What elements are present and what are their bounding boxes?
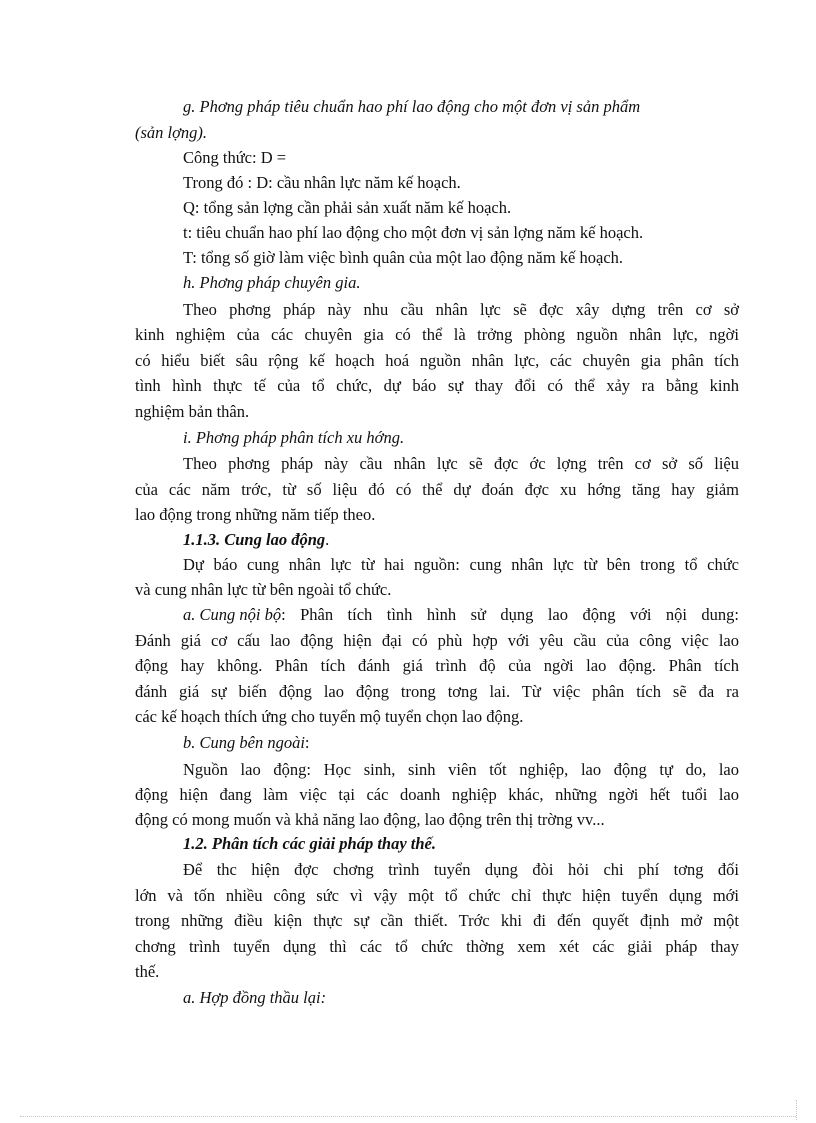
paragraph-line: đánh giá sự biến động lao động trong tơng lai. Từ việc phân tích sẽ đa ra	[135, 682, 739, 701]
paragraph-line: Để thc hiện đợc chơng trình tuyển dụng đòi hỏi chi phí tơng đối	[183, 860, 739, 879]
heading-g: g. Phơng pháp tiêu chuẩn hao phí lao động cho một đơn vị sản phẩm	[183, 97, 641, 116]
paragraph-line: động có mong muốn và khả năng lao động, lao động trên thị trờng vv...	[135, 810, 605, 829]
paragraph-line: nghiệm bản thân.	[135, 402, 250, 421]
paragraph-line: kinh nghiệm của các chuyên gia có thể là trởng phòng nguồn nhân lực, ngời	[135, 325, 739, 344]
paragraph-line: tình hình thực tế của tổ chức, dự báo sự thay đổi có thể xảy ra bằng kinh	[135, 376, 739, 395]
paragraph-line: động hay không. Phân tích đánh giá trình độ của ngời lao động. Phân tích	[135, 656, 739, 675]
paragraph-line: chơng trình tuyển dụng thì các tổ chức thờng xem xét các giải pháp thay	[135, 937, 739, 956]
paragraph-line: lớn và tốn nhiều công sức vì vậy một tổ chức chỉ thực hiện tuyển dụng mới	[135, 886, 739, 905]
paragraph-line: thế.	[135, 962, 160, 981]
definition-T: T: tổng số giờ làm việc bình quân của một lao động năm kế hoạch.	[183, 248, 624, 267]
paragraph-line: lao động trong những năm tiếp theo.	[135, 505, 376, 524]
footer-dotted-tick	[796, 1100, 797, 1120]
definition-d: Trong đó : D: cầu nhân lực năm kế hoạch.	[183, 173, 461, 192]
paragraph-line: Dự báo cung nhân lực từ hai nguồn: cung nhân lực từ bên trong tổ chức	[183, 555, 739, 574]
formula-line: Công thức: D =	[183, 148, 287, 167]
paragraph-line: trong những điều kiện thực sự cần thiết. Trớc khi đi đến quyết định mở một	[135, 911, 739, 930]
subsection-b-cung-ben-ngoai: b. Cung bên ngoài:	[183, 733, 310, 752]
definition-q: Q: tổng sản lợng cần phải sản xuất năm kế hoạch.	[183, 198, 512, 217]
paragraph-line: có hiểu biết sâu rộng kế hoạch hoá nguồn nhân lực, các chuyên gia phân tích	[135, 351, 739, 370]
heading-g-cont: (sản lợng).	[135, 123, 208, 142]
section-heading-1-1-3: 1.1.3. Cung lao động.	[183, 530, 330, 549]
paragraph-line: Nguồn lao động: Học sinh, sinh viên tốt nghiệp, lao động tự do, lao	[183, 760, 739, 779]
subsection-a-hop-dong: a. Hợp đồng thầu lại:	[183, 988, 327, 1007]
paragraph-line: và cung nhân lực từ bên ngoài tổ chức.	[135, 580, 392, 599]
paragraph-line: của các năm trớc, từ số liệu đó có thể dự đoán đợc xu hớng tăng hay giảm	[135, 480, 739, 499]
definition-t: t: tiêu chuẩn hao phí lao động cho một đơn vị sản lợng năm kế hoạch.	[183, 223, 644, 242]
paragraph-line: Theo phơng pháp này cầu nhân lực sẽ đợc ớc lợng trên cơ sở số liệu	[183, 454, 739, 473]
paragraph-line: Theo phơng pháp này nhu cầu nhân lực sẽ đợc xây dựng trên cơ sở	[183, 300, 739, 319]
footer-dotted-rule	[20, 1116, 796, 1117]
paragraph-line: động hiện đang làm việc tại các doanh nghiệp khác, những ngời hết tuổi lao	[135, 785, 739, 804]
section-heading-1-2: 1.2. Phân tích các giải pháp thay thế.	[183, 834, 437, 853]
subsection-a-cung-noi-bo: a. Cung nội bộ : Phân tích tình hình sử dụng lao động với nội dung:	[183, 605, 739, 624]
heading-i: i. Phơng pháp phân tích xu hớng.	[183, 428, 405, 447]
paragraph-line: các kế hoạch thích ứng cho tuyển mộ tuyển chọn lao động.	[135, 707, 524, 726]
paragraph-line: Đánh giá cơ cấu lao động hiện đại có phù hợp với yêu cầu của công việc lao	[135, 631, 739, 650]
heading-h: h. Phơng pháp chuyên gia.	[183, 273, 361, 292]
